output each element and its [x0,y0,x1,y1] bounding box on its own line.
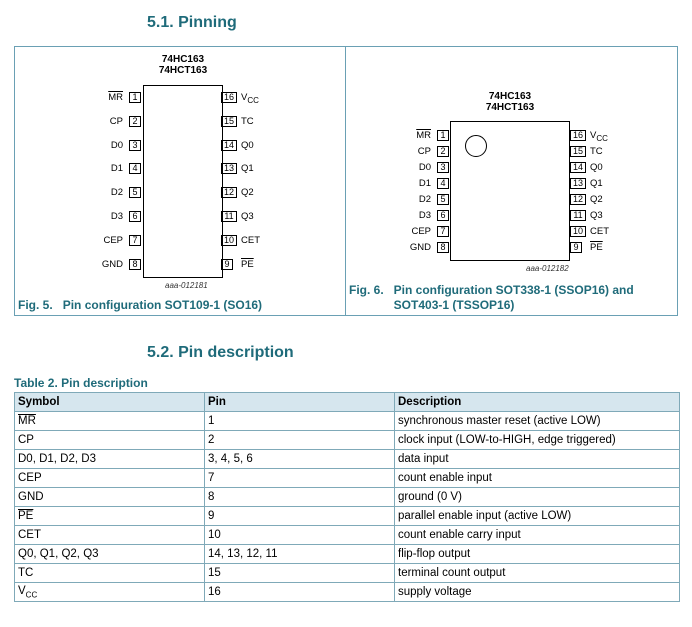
fig5-ref: aaa-012181 [165,281,208,290]
pin-number-left: 4 [437,178,449,189]
pin-label-left: D1 [418,178,431,189]
pin-label-left: D3 [418,210,431,221]
fig5-caption: Fig. 5. Pin configuration SOT109-1 (SO16) [18,298,263,312]
pin-label-right: Q0 [590,162,603,173]
cell-description: parallel enable input (active LOW) [395,507,680,526]
pin-number-left: 8 [129,259,141,270]
cell-symbol: TC [15,564,205,583]
pin-label-right: Q1 [241,163,254,175]
pin-label-left: D0 [418,162,431,173]
pin-label-left: CEP [411,226,431,237]
pin-number-left: 7 [437,226,449,237]
cell-symbol: CET [15,526,205,545]
table-row [15,583,680,602]
cell-symbol: $\overline{MR}$ [15,412,205,431]
table-row [15,545,680,564]
pin-number-left: 5 [129,187,141,198]
pin-label-left: D2 [110,187,123,199]
pin-number-right: 11 [570,210,586,221]
fig5-chip-body [143,85,223,278]
cell-description: count enable input [395,469,680,488]
pin-label-right: TC [241,115,254,127]
pin-number-right: 11 [221,211,237,222]
pin-label-right: CET [241,234,260,246]
pin-label-right: Q2 [590,194,603,205]
pin-label-right: Q1 [590,178,603,189]
cell-symbol: Q0, Q1, Q2, Q3 [15,545,205,564]
pin-label-right: Q3 [241,211,254,222]
pin-label-right: TC [590,146,603,157]
pin-label-right: $\overline{PE}$ [241,258,254,270]
pin-number-right: 13 [570,178,586,189]
cell-pin: 2 [205,431,395,450]
pin-number-left: 1 [437,130,449,141]
pin-number-right: 10 [221,235,237,246]
pin-number-left: 6 [437,210,449,221]
table-row [15,507,680,526]
pin-label-left: D0 [110,139,123,151]
section-title-pin-description: 5.2. Pin description [147,344,294,361]
pin-label-right: $V_{CC}$ [241,92,259,105]
pin-label-left: CP [109,115,123,127]
table-title: Table 2. Pin description [14,376,148,390]
pin-description-table [14,392,680,602]
cell-symbol: CP [15,431,205,450]
cell-symbol: CEP [15,469,205,488]
pin-number-left: 3 [129,140,141,151]
pin-label-right: $V_{CC}$ [590,130,608,143]
pin-label-left: $\overline{MR}$ [108,92,123,103]
cell-symbol: D0, D1, D2, D3 [15,450,205,469]
pin-label-left: GND [101,258,123,270]
fig6-ref: aaa-012182 [526,264,569,273]
cell-pin: 10 [205,526,395,545]
cell-pin: 15 [205,564,395,583]
cell-description: terminal count output [395,564,680,583]
cell-symbol: GND [15,488,205,507]
pin-number-right: 16 [570,130,586,141]
pin-number-right: 15 [570,146,586,157]
figure-6 [345,46,678,316]
cell-description: flip-flop output [395,545,680,564]
pin-number-left: 1 [129,92,141,103]
pin1-marker-circle [465,135,487,157]
figure-5 [14,46,346,316]
pin-number-left: 8 [437,242,449,253]
pin-number-right: 13 [221,163,237,174]
pin-label-right: $\overline{PE}$ [590,242,603,253]
pin-number-left: 7 [129,235,141,246]
pin-label-right: CET [590,226,609,237]
pin-number-left: 5 [437,194,449,205]
pin-label-left: $\overline{MR}$ [416,130,431,141]
pin-label-left: CEP [103,234,123,246]
table-row [15,431,680,450]
pin-label-right: Q2 [241,187,254,199]
pin-number-left: 6 [129,211,141,222]
table-row [15,488,680,507]
pin-number-right: 14 [570,162,586,173]
pin-number-right: 10 [570,226,586,237]
cell-description: clock input (LOW-to-HIGH, edge triggered) [395,431,680,450]
fig6-chip-name: 74HC163 74HCT163 [485,91,535,113]
pin-number-left: 3 [437,162,449,173]
pin-number-left: 4 [129,163,141,174]
col-header-pin: Pin [205,393,395,412]
cell-description: synchronous master reset (active LOW) [395,412,680,431]
cell-description: count enable carry input [395,526,680,545]
cell-symbol: $\overline{PE}$ [15,507,205,526]
table-row [15,564,680,583]
cell-pin: 8 [205,488,395,507]
fig5-chip-name: 74HC163 74HCT163 [158,54,208,76]
pin-number-right: 14 [221,140,237,151]
pin-label-left: D3 [110,211,123,222]
cell-pin: 7 [205,469,395,488]
col-header-description: Description [395,393,680,412]
cell-description: ground (0 V) [395,488,680,507]
pin-label-left: GND [409,242,431,253]
fig6-caption: Fig. 6. Pin configuration SOT338-1 (SSOP16) and SOT403-1 (TSSOP16) [349,283,634,312]
col-header-symbol: Symbol [15,393,205,412]
pin-number-right: 9 [221,259,233,270]
cell-description: data input [395,450,680,469]
cell-pin: 16 [205,583,395,602]
table-row [15,412,680,431]
pin-number-right: 15 [221,116,237,127]
pin-number-left: 2 [437,146,449,157]
table-row [15,526,680,545]
pin-label-left: CP [417,146,431,157]
table-row [15,450,680,469]
cell-pin: 14, 13, 12, 11 [205,545,395,564]
pin-number-right: 16 [221,92,237,103]
pin-number-right: 12 [221,187,237,198]
cell-description: supply voltage [395,583,680,602]
pin-number-right: 9 [570,242,582,253]
pin-number-right: 12 [570,194,586,205]
table-row [15,469,680,488]
pin-number-left: 2 [129,116,141,127]
cell-pin: 9 [205,507,395,526]
pin-label-left: D1 [110,163,123,175]
section-title-pinning: 5.1. Pinning [147,14,237,31]
cell-symbol: $V_{CC}$ [15,583,205,602]
cell-pin: 3, 4, 5, 6 [205,450,395,469]
pin-label-right: Q0 [241,139,254,151]
pin-label-left: D2 [418,194,431,205]
pin-label-right: Q3 [590,210,603,221]
cell-pin: 1 [205,412,395,431]
